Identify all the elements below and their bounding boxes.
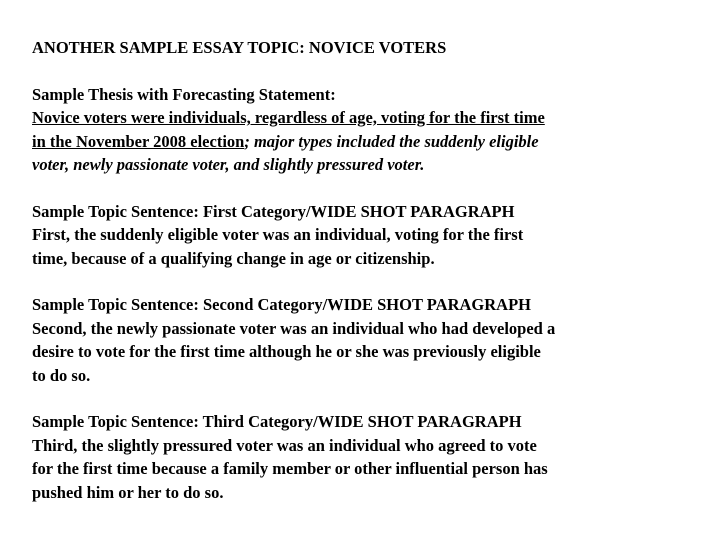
paragraph-line: time, because of a qualifying change in age or citizenship. (32, 248, 435, 268)
paragraph-line: desire to vote for the first time although he or she was previously eligible (32, 342, 541, 361)
slide-content (32, 36, 692, 527)
thesis-line-2 (32, 130, 692, 154)
thesis-underlined-phrase: in the November 2008 election (32, 131, 245, 151)
thesis-forecast-start: ; major types included the suddenly eligible (244, 131, 539, 151)
thesis-block (32, 83, 692, 177)
paragraph-line: for the first time because a family member or other influential person has (32, 459, 548, 478)
paragraph-third (32, 410, 692, 504)
paragraph-line: pushed him or her to do so. (32, 482, 224, 502)
topic-heading-third: Sample Topic Sentence: Third Category/WIDE SHOT PARAGRAPH (32, 412, 522, 431)
thesis-line-1: Novice voters were individuals, regardless of age, voting for the first time (32, 108, 545, 127)
paragraph-line: First, the suddenly eligible voter was an individual, voting for the first (32, 225, 524, 244)
paragraph-second (32, 293, 692, 387)
thesis-line-3: voter, newly passionate voter, and slightly pressured voter. (32, 155, 425, 174)
topic-heading-first: Sample Topic Sentence: First Category/WIDE SHOT PARAGRAPH (32, 201, 515, 221)
paragraph-line: to do so. (32, 365, 91, 385)
thesis-heading: Sample Thesis with Forecasting Statement: (32, 84, 336, 104)
paragraph-first (32, 200, 692, 271)
paragraph-line: Second, the newly passionate voter was an individual who had developed a (32, 318, 556, 338)
page-title: ANOTHER SAMPLE ESSAY TOPIC: NOVICE VOTERS (32, 38, 447, 57)
paragraph-line: Third, the slightly pressured voter was an individual who agreed to vote (32, 435, 537, 455)
topic-heading-second: Sample Topic Sentence: Second Category/WIDE SHOT PARAGRAPH (32, 295, 531, 314)
